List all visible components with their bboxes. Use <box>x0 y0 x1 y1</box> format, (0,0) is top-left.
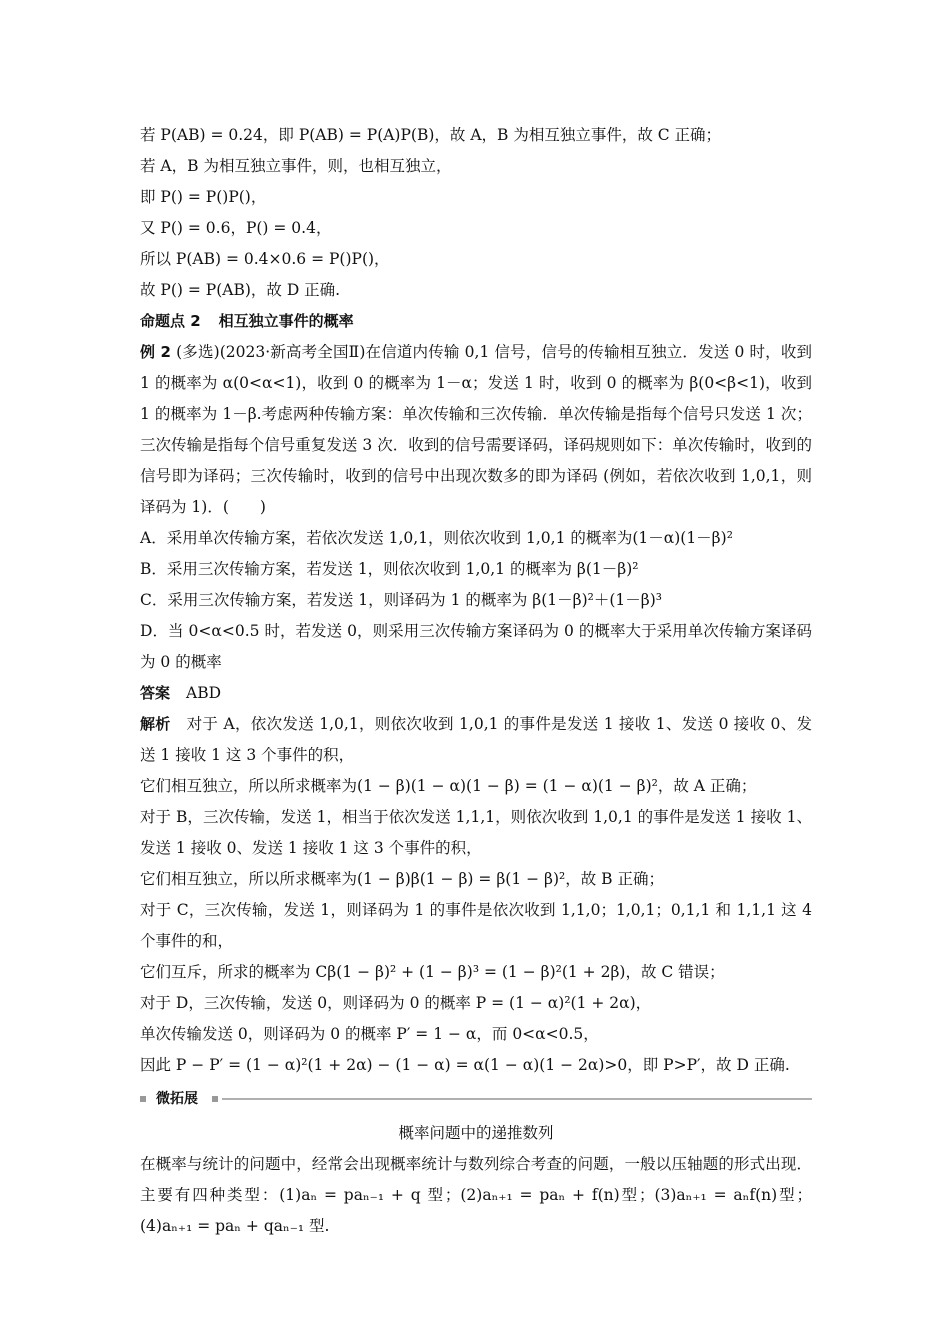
analysis-text: 对于 A，依次发送 1,0,1，则依次收到 1,0,1 的事件是发送 1 接收 1、发送 0 接收 0、发送 1 接收 1 这 3 个事件的积， <box>140 715 812 764</box>
example-label: 例 2 <box>140 343 171 361</box>
text-line: 又 P() = 0.6，P() = 0.4， <box>140 219 332 237</box>
answer-value: ABD <box>186 684 222 702</box>
extension-divider <box>140 1087 812 1111</box>
option-d: D．当 0<α<0.5 时，若发送 0，则采用三次传输方案译码为 0 的概率大于采用单次传输方案译码为 0 的概率 <box>140 622 812 671</box>
option-c: C．采用三次传输方案，若发送 1，则译码为 1 的概率为 β(1－β)²＋(1－β)³ <box>140 591 663 609</box>
text-line: 若 P(AB) = 0.24，即 P(AB) = P(A)P(B)，故 A，B 为相互独立事件，故 C 正确； <box>140 126 722 144</box>
text-line: 即 P() = P()P()， <box>140 188 267 206</box>
example-question <box>140 337 812 523</box>
analysis-line: 它们相互独立，所以所求概率为(1 − β)β(1 − β) = β(1 − β)²，故 B 正确； <box>140 870 664 888</box>
square-bullet-icon <box>212 1096 218 1102</box>
topic-intro: 在概率与统计的问题中，经常会出现概率统计与数列综合考查的问题，一般以压轴题的形式出现．主要有四种类型：(1)aₙ = paₙ₋₁ + q 型；(2)aₙ₊₁ = paₙ + f(n)型；(3)aₙ₊₁ = aₙf(n)型；(4)aₙ₊₁ = paₙ + qaₙ₋₁ 型. <box>140 1155 812 1235</box>
text-line: 所以 P(AB) = 0.4×0.6 = P()P()， <box>140 250 390 268</box>
analysis-line: 因此 P − P′ = (1 − α)²(1 + 2α) − (1 − α) = α(1 − α)(1 − 2α)>0，即 P>P′，故 D 正确. <box>140 1056 790 1074</box>
analysis-line: 它们相互独立，所以所求概率为(1 − β)(1 − α)(1 − β) = (1 − α)(1 − β)²，故 A 正确； <box>140 777 757 795</box>
extension-title: 微拓展 <box>152 1088 202 1108</box>
analysis-line: 它们互斥，所求的概率为 Cβ(1 − β)² + (1 − β)³ = (1 − β)²(1 + 2β)，故 C 错误； <box>140 963 725 981</box>
text-line: 故 P() = P(AB)，故 D 正确. <box>140 281 341 299</box>
option-a: A．采用单次传输方案，若依次发送 1,0,1，则依次收到 1,0,1 的概率为(1－α)(1－β)² <box>140 529 733 547</box>
analysis-line: 单次传输发送 0，则译码为 0 的概率 P′ = 1 − α，而 0<α<0.5， <box>140 1025 599 1043</box>
answer-line <box>140 678 812 709</box>
analysis-paragraph <box>140 709 812 771</box>
analysis-label: 解析 <box>140 715 171 733</box>
page-content <box>140 120 812 1242</box>
section-heading <box>140 306 812 337</box>
text-line: 若 A，B 为相互独立事件，则，也相互独立， <box>140 157 452 175</box>
option-b: B．采用三次传输方案，若发送 1，则依次收到 1,0,1 的概率为 β(1－β)² <box>140 560 639 578</box>
heading-title: 相互独立事件的概率 <box>218 312 354 330</box>
heading-label: 命题点 2 <box>140 312 201 330</box>
topic-title: 概率问题中的递推数列 <box>398 1124 554 1142</box>
divider-rule <box>222 1098 812 1100</box>
square-bullet-icon <box>140 1096 146 1102</box>
analysis-line: 对于 D，三次传输，发送 0，则译码为 0 的概率 P = (1 − α)²(1 + 2α)， <box>140 994 652 1012</box>
answer-label: 答案 <box>140 684 171 702</box>
analysis-line: 对于 B，三次传输，发送 1，相当于依次发送 1,1,1，则依次收到 1,0,1 的事件是发送 1 接收 1、发送 1 接收 0、发送 1 接收 1 这 3 个事件的积， <box>140 808 812 857</box>
analysis-line: 对于 C，三次传输，发送 1，则译码为 1 的事件是依次收到 1,1,0；1,0,1；0,1,1 和 1,1,1 这 4 个事件的和， <box>140 901 812 950</box>
example-text: (多选)(2023·新高考全国Ⅱ)在信道内传输 0,1 信号，信号的传输相互独立．发送 0 时，收到 1 的概率为 α(0<α<1)，收到 0 的概率为 1－α；发送 1 时，收到 0 的概率为 β(0<β<1)，收到 1 的概率为 1－β.考虑两种传输方案：单次传输和三次传输．单次传输是指每个信号只发送 1 次；三次传输是指每个信号重复发送 3 次．收到的信号需要译码，译码规则如下：单次传输时，收到的信号即为译码；三次传输时，收到的信号中出现次数多的即为译码 (例如，若依次收到 1,0,1，则译码为 1)．( ) <box>140 343 812 516</box>
